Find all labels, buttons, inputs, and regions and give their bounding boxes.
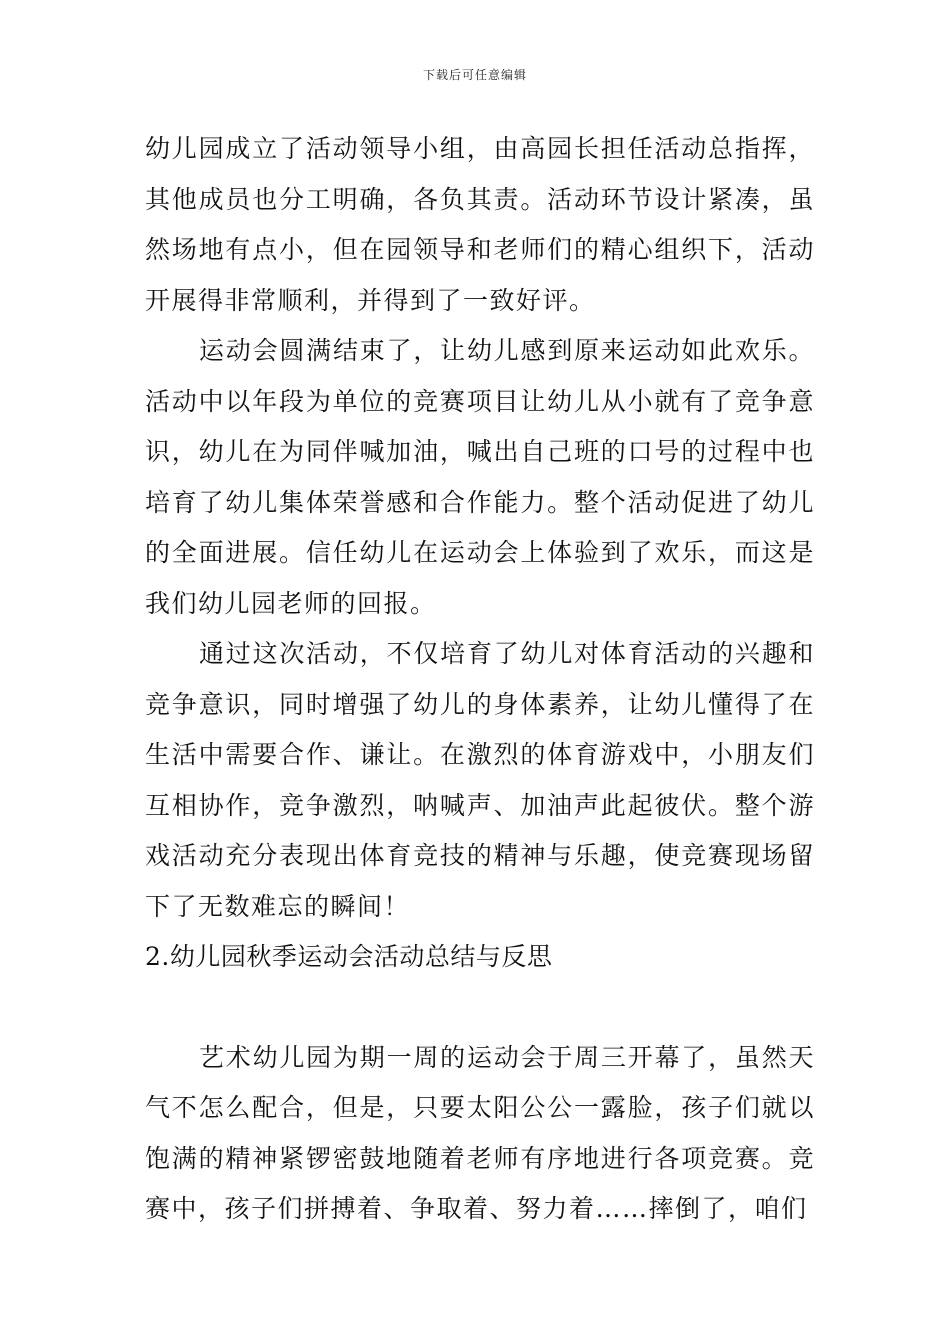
paragraph-activity-benefits: 通过这次活动，不仅培育了幼儿对体育活动的兴趣和竞争意识，同时增强了幼儿的身体素养，让幼儿懂得了在生活中需要合作、谦让。在激烈的体育游戏中，小朋友们互相协作，竞争激烈，呐喊声、加油声此起彼伏。整个游戏活动充分表现出体育竞技的精神与乐趣，使竞赛现场留下了无数难忘的瞬间！ bbox=[145, 639, 815, 921]
paragraph-organization: 幼儿园成立了活动领导小组，由高园长担任活动总指挥，其他成员也分工明确，各负其责。活动环节设计紧凑，虽然场地有点小，但在园领导和老师们的精心组织下，活动开展得非常顺利，并得到了一致好评。 bbox=[145, 134, 815, 315]
page-header-note: 下载后可任意编辑 bbox=[422, 68, 527, 82]
paragraph-sports-meet-conclusion: 运动会圆满结束了，让幼儿感到原来运动如此欢乐。活动中以年段为单位的竞赛项目让幼儿从小就有了竞争意识，幼儿在为同伴喊加油，喊出自己班的口号的过程中也培育了幼儿集体荣誉感和合作能力。整个活动促进了幼儿的全面进展。信任幼儿在运动会上体验到了欢乐，而这是我们幼儿园老师的回报。 bbox=[145, 336, 815, 618]
document-body bbox=[145, 124, 815, 1235]
paragraph-art-kindergarten: 艺术幼儿园为期一周的运动会于周三开幕了，虽然天气不怎么配合，但是，只要太阳公公一露脸，孩子们就以饱满的精神紧锣密鼓地随着老师有序地进行各项竞赛。竞赛中，孩子们拼搏着、争取着、努力着……摔倒了，咱们 bbox=[145, 1042, 815, 1223]
section-title: 2.幼儿园秋季运动会活动总结与反思 bbox=[145, 942, 553, 971]
blank-line bbox=[145, 983, 815, 1033]
